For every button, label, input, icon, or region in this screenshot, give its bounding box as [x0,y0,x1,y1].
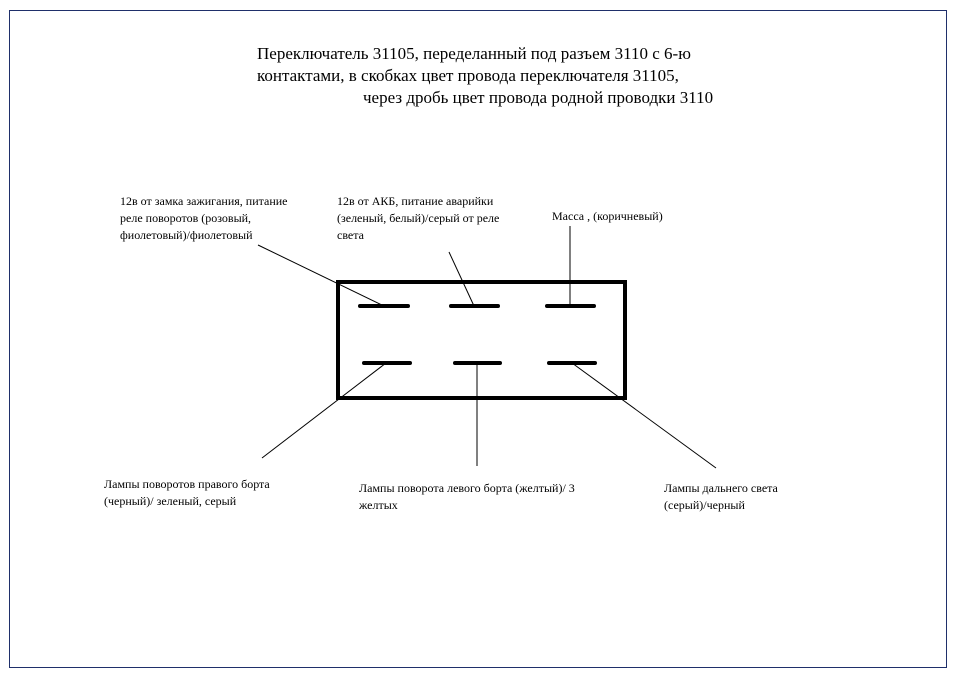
label-high-beam [664,480,778,514]
label-battery-line-3: света [337,228,364,242]
label-ground [552,208,663,225]
label-left-turn [359,480,575,514]
label-battery-line-2: (зеленый, белый)/серый от реле [337,211,500,225]
title-line-2: контактами, в скобках цвет провода переключателя 31105, [257,66,679,85]
label-high-beam-line-2: (серый)/черный [664,498,745,512]
leader-high-beam [572,363,716,468]
leader-right-turn [262,363,386,458]
label-ignition-line-2: реле поворотов (розовый, [120,211,252,225]
label-left-turn-line-2: желтых [359,498,398,512]
label-ignition-line-3: фиолетовый)/фиолетовый [120,228,253,242]
title-line-1: Переключатель 31105, переделанный под разъем 3110 с 6-ю [257,44,691,63]
label-ground-line-1: Масса , (коричневый) [552,209,663,223]
title-line-3: через дробь цвет провода родной проводки 3110 [363,88,714,107]
label-battery-line-1: 12в от АКБ, питание аварийки [337,194,494,208]
label-left-turn-line-1: Лампы поворота левого борта (желтый)/ 3 [359,481,575,495]
label-ignition-line-1: 12в от замка зажигания, питание [120,194,288,208]
leader-ignition [258,245,384,306]
label-right-turn-line-1: Лампы поворотов правого борта [104,477,270,491]
label-high-beam-line-1: Лампы дальнего света [664,481,778,495]
label-right-turn-line-2: (черный)/ зеленый, серый [104,494,237,508]
connector-body [338,282,625,398]
label-right-turn [104,476,270,510]
label-ignition [120,193,288,244]
leader-battery [449,252,474,306]
label-battery [337,193,499,244]
